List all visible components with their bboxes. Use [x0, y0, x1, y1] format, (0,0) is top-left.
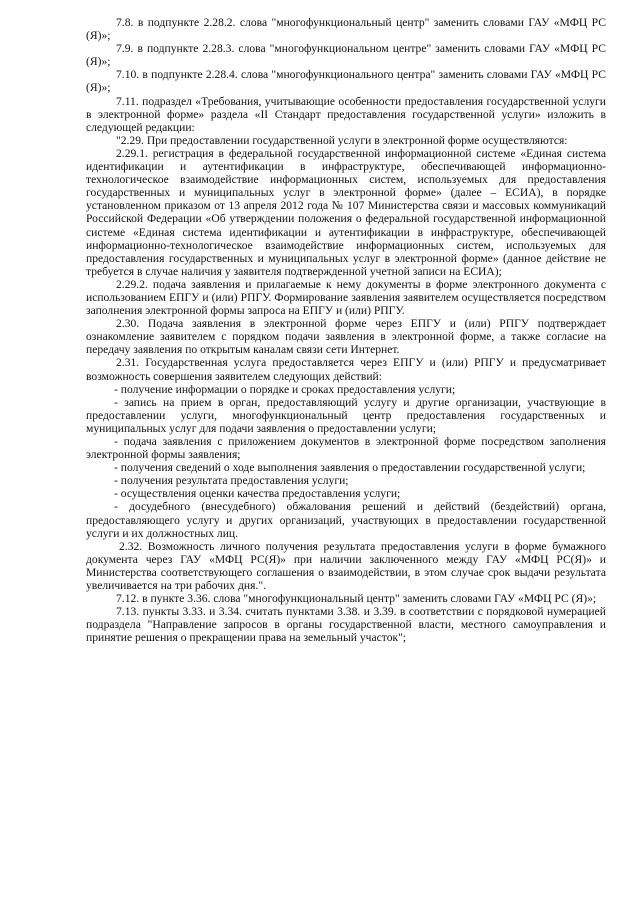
list-item-quality: - осуществления оценки качества предоставления услуги;	[114, 487, 401, 501]
paragraph-7-11: 7.11. подраздел «Требования, учитывающие особенности предоставления государственной услуги в электронной форме» раздела «II Стандарт предоставления государственной услуги» изложить в следующей редакции:	[86, 94, 606, 134]
paragraph-7-9: 7.9. в подпункте 2.28.3. слова "многофункциональном центре" заменить словами ГАУ «МФЦ РС (Я)»;	[86, 42, 606, 69]
paragraph-2-30: 2.30. Подача заявления в электронной форме через ЕПГУ и (или) РПГУ подтверждает ознакомление заявителем с порядком подачи заявления в электронной форме, а также согласие на передачу заявления по открытым каналам связи сети Интернет.	[86, 317, 606, 357]
paragraph-2-31: 2.31. Государственная услуга предоставляется через ЕПГУ и (или) РПГУ и предусматривает возможность совершения заявителем следующих действий:	[86, 356, 606, 383]
list-item-appeal: - досудебного (внесудебного) обжалования решений и действий (бездействий) органа, предоставляющего услугу и других организаций, участвующих в предоставлении государственной услуги и их должностных лиц.	[86, 500, 606, 540]
paragraph-2-29-1: 2.29.1. регистрация в федеральной государственной информационной системе «Единая система идентификации и аутентификации в инфраструктуре, обеспечивающей информационно-технологическое взаимодействие информационных систем, используемых для предоставления государственных и муниципальных услуг в электронной форме» (далее – ЕСИА), в порядке установленном приказом от 13 апреля 2012 года № 107 Министерства связи и массовых коммуникаций Российской Федерации «Об утверждении положения о федеральной государственной информационной системе «Единая система идентификации и аутентификации в инфраструктуре, обеспечивающей информационно-технологическое взаимодействие информационных систем, используемых для предоставления государственных и муниципальных услуг в электронной форме» (данное действие не требуется в случае наличия у заявителя подтвержденной учетной записи на ЕСИА);	[86, 146, 606, 278]
list-item-info: - получение информации о порядке и сроках предоставления услуги;	[114, 382, 456, 396]
paragraph-2-29-2: 2.29.2. подача заявления и прилагаемые к нему документы в форме электронного документа с использованием ЕПГУ и (или) РПГУ. Формирование заявления заявителем осуществляется посредством заполнения электронной формы запроса на ЕПГУ и (или) РПГУ.	[86, 277, 606, 318]
list-item-appointment: - запись на прием в орган, предоставляющий услугу и другие организации, участвующие в предоставлении услуги, многофункциональный центр предоставления государственных и муниципальных услуг для подачи заявления о предоставлении услуги;	[86, 395, 606, 435]
paragraph-2-32: 2.32. Возможность личного получения результата предоставления услуги в форме бумажного документа через ГАУ «МФЦ РС(Я)» при наличии заключенного между ГАУ «МФЦ РС(Я)» и Министерства соответствующего соглашения о взаимодействии, в этом случае срок выдачи результата увеличивается на три рабочих дня.".	[86, 539, 606, 593]
paragraph-7-13: 7.13. пункты 3.33. и 3.34. считать пунктами 3.38. и 3.39. в соответствии с порядковой нумерацией подраздела "Направление запросов в органы государственной власти, местного самоуправления и принятие решения о прекращении права на земельный участок";	[86, 605, 606, 645]
paragraph-7-12: 7.12. в пункте 3.36. слова "многофункциональный центр" заменить словами ГАУ «МФЦ РС (Я)»;	[116, 592, 597, 606]
paragraph-2-29: "2.29. При предоставлении государственной услуги в электронной форме осуществляются:	[116, 133, 568, 147]
paragraph-7-10: 7.10. в подпункте 2.28.4. слова "многофункционального центра" заменить словами ГАУ «МФЦ РС (Я)»;	[86, 68, 606, 95]
list-item-application: - подача заявления с приложением документов в электронной форме посредством заполнения электронной формы заявления;	[86, 435, 606, 462]
list-item-result: - получения результата предоставления услуги;	[114, 474, 349, 488]
paragraph-7-8: 7.8. в подпункте 2.28.2. слова "многофункциональный центр" заменить словами ГАУ «МФЦ РС (Я)»;	[86, 16, 606, 43]
list-item-status: - получения сведений о ходе выполнения заявления о предоставлении государственной услуги;	[114, 461, 586, 475]
